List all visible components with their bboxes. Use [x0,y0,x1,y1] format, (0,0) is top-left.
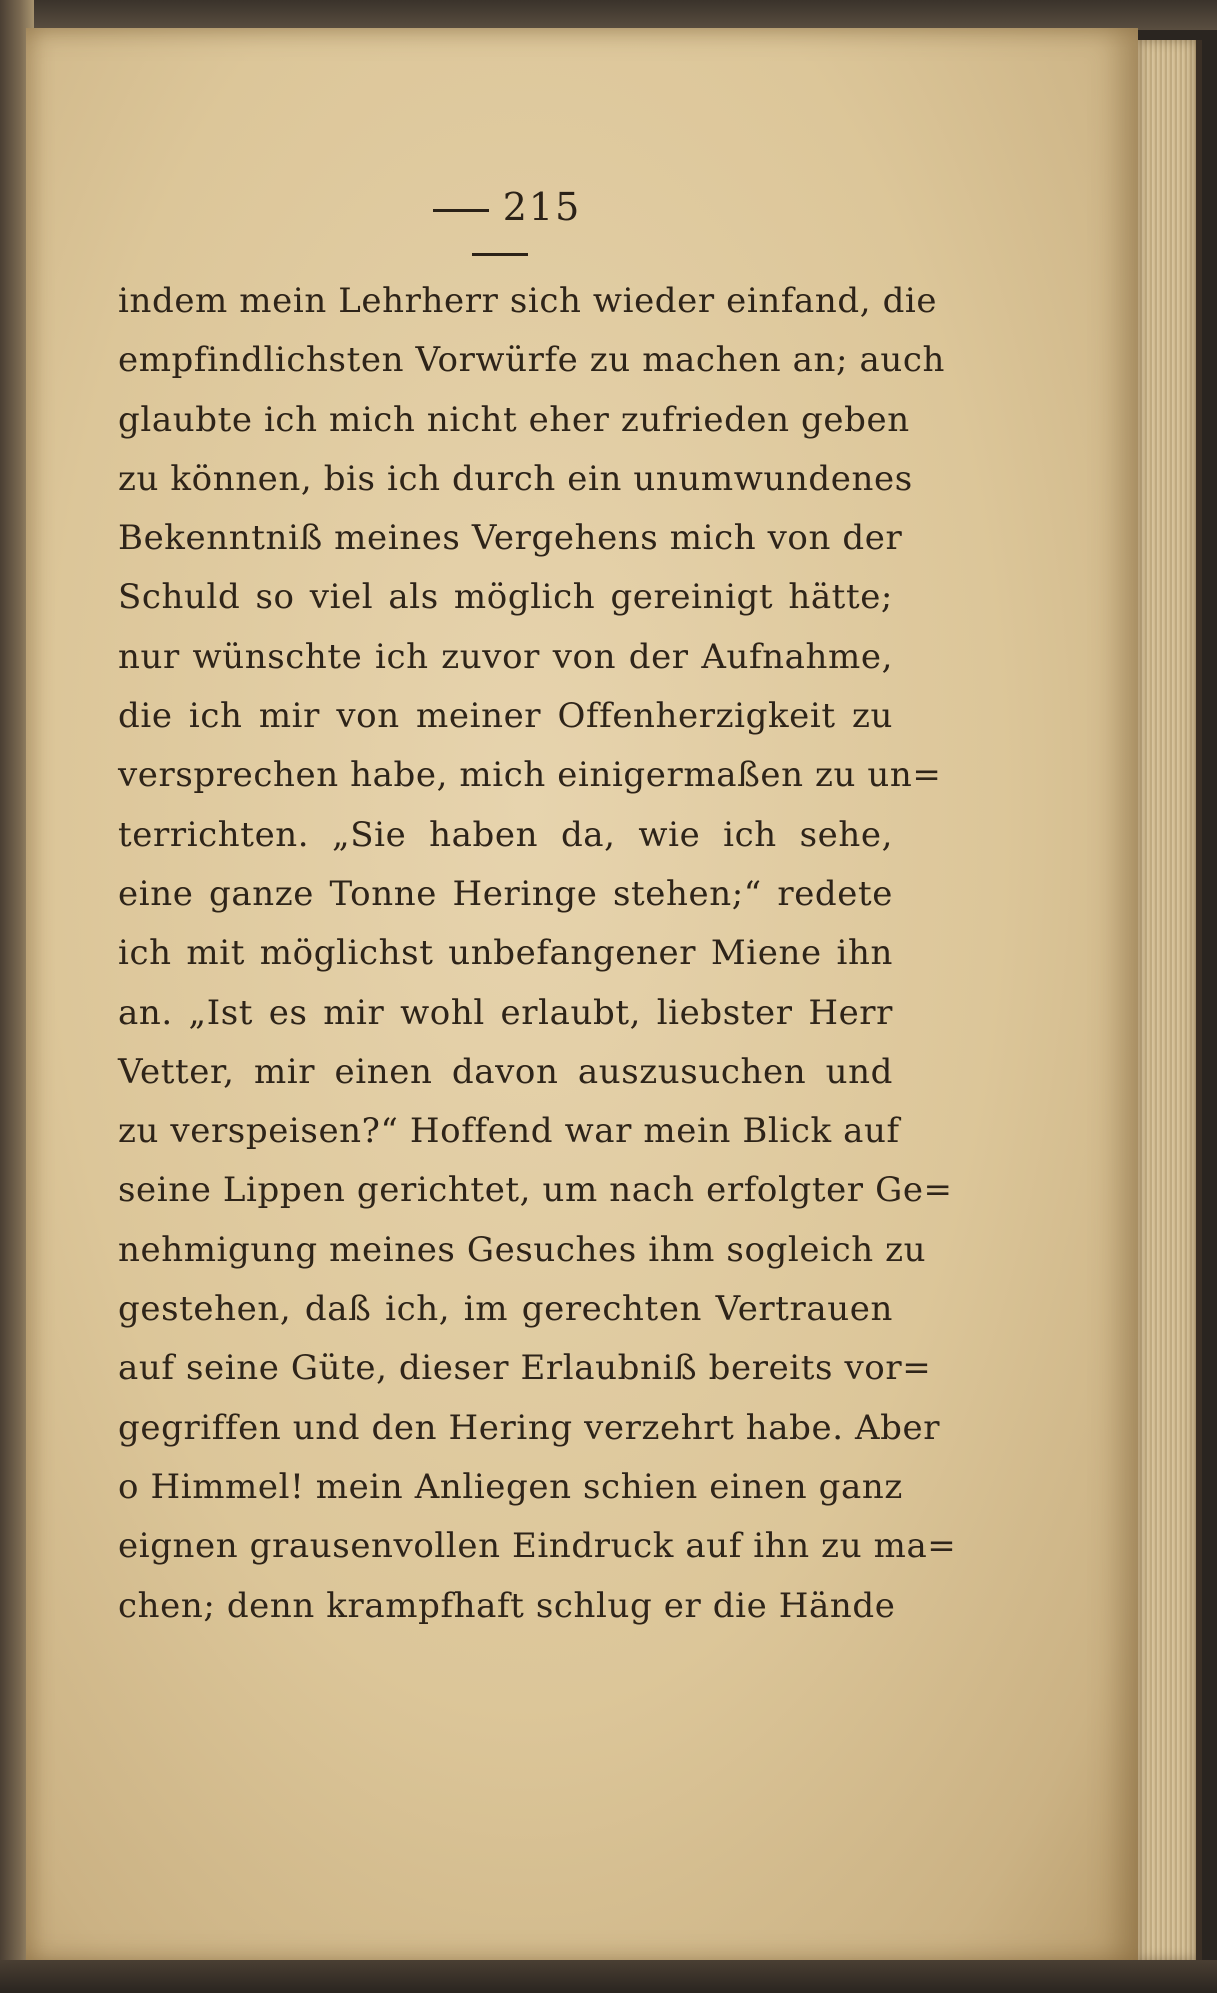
text-line: Bekenntniß meines Vergehens mich von der [118,518,903,559]
text-line: versprechen habe, mich einigermaßen zu un= [118,755,942,796]
text-line: eine ganze Tonne Heringe stehen;“ redete [118,873,893,914]
text-line: o Himmel! mein Anliegen schien einen ganz [118,1466,903,1507]
text-line: zu können, bis ich durch ein unumwundenes [118,458,913,499]
text-line: auf seine Güte, dieser Erlaubniß bereits vor= [118,1348,932,1389]
text-line: ich mit möglichst unbefangener Miene ihn [118,933,893,974]
page-edges [1138,40,1202,1960]
text-line: indem mein Lehrherr sich wieder einfand, die [118,281,938,321]
text-line: eignen grausenvollen Eindruck auf ihn zu ma= [118,1526,957,1567]
text-line: gestehen, daß ich, im gerechten Vertrauen [118,1289,893,1330]
text-line: nur wünschte ich zuvor von der Aufnahme, [118,636,893,677]
text-line: seine Lippen gerichtet, um nach erfolgter Ge= [118,1170,953,1211]
text-line: Schuld so viel als möglich gereinigt hätte; [118,577,893,618]
book-cover-bottom-edge [0,1960,1217,1993]
text-line: an. „Ist es mir wohl erlaubt, liebster Herr [118,992,893,1033]
book-cover-top-edge [0,0,1217,30]
text-line: zu verspeisen?“ Hoffend war mein Blick auf [118,1111,900,1152]
header-dash-left [433,209,489,212]
text-line: Vetter, mir einen davon auszusuchen und [118,1051,893,1092]
page-number: 215 [502,185,582,229]
body-text [118,272,957,1636]
text-line: gegriffen und den Hering verzehrt habe. Aber [118,1407,941,1448]
header-dash-right [472,253,528,256]
text-line: terrichten. „Sie haben da, wie ich sehe, [118,814,893,855]
page-number-header [380,185,620,273]
text-line: nehmigung meines Gesuches ihm sogleich zu [118,1229,927,1270]
text-line: glaubte ich mich nicht eher zufrieden geben [118,399,910,440]
text-line: chen; denn krampfhaft schlug er die Hände [118,1585,896,1626]
text-line: empfindlichsten Vorwürfe zu machen an; auch [118,340,946,381]
text-line: die ich mir von meiner Offenherzigkeit zu [118,696,893,737]
